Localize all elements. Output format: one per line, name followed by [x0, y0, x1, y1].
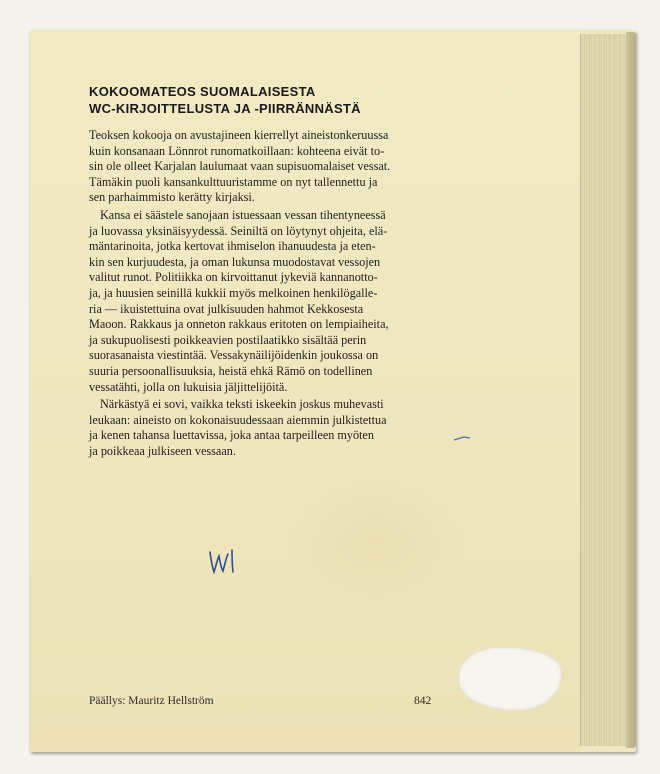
cover-heading [89, 83, 509, 117]
heading-line-2: WC-KIRJOITTELUSTA JA -PIIRRÄNNÄSTÄ [89, 101, 361, 116]
text-line: kin sen kurjuudesta, ja oman lukunsa muodostavat vessojen [89, 254, 381, 269]
text-line: mäntarinoita, jotka kertovat ihmiselon ihanuudesta ja eten- [89, 239, 376, 254]
book-spine [580, 34, 627, 746]
text-line: sin ole olleet Karjalan laulumaat vaan supisuomalaiset vessat. [89, 159, 391, 174]
paper-stain [286, 470, 466, 610]
text-line: valitut runot. Politiikka on kirvoittanut jykeviä kannanotto- [89, 270, 378, 285]
text-line: ja kenen tahansa luettavissa, joka antaa tarpeilleen myöten [89, 428, 374, 443]
torn-paper-patch [458, 647, 562, 711]
text-line: Tämäkin puoli kansankulttuuristamme on nyt tallennettu ja [89, 174, 378, 189]
page-edge [626, 32, 636, 748]
catalog-number: 842 [414, 695, 432, 707]
text-line: ja sukupuolisesti poikkeavien postilaatikko sisältää perin [89, 332, 367, 347]
text-line: Maoon. Rakkaus ja onneton rakkaus eritoten on lempiaiheita, [89, 317, 389, 332]
text-line: suorasanaista viestintää. Vessakynäilijöidenkin joukossa on [89, 348, 379, 363]
handwritten-scribble [206, 546, 240, 576]
text-line: suuria persoonallisuuksia, heistä ehkä Rämö on todellinen [89, 363, 373, 378]
paragraph-1 [89, 128, 446, 206]
paragraph-3 [89, 397, 446, 459]
text-line: Närkästyä ei sovi, vaikka teksti iskeekin joskus muhevasti [100, 397, 384, 412]
text-line: kuin konsanaan Lönnrot runomatkoillaan: kohteena eivät to- [89, 143, 385, 158]
text-line: Teoksen kokooja on avustajineen kierrellyt aineistonkeruussa [89, 128, 389, 142]
text-line: vessatähti, jolla on lukuisia jäljittelijöitä. [89, 379, 288, 394]
cover-credit: Päällys: Mauritz Hellström [89, 695, 214, 707]
blurb-text [89, 128, 446, 461]
heading-line-1: KOKOOMATEOS SUOMALAISESTA [89, 84, 316, 99]
text-line: ja poikkeaa julkiseen vessaan. [89, 443, 236, 458]
book-back-cover [30, 30, 636, 752]
paragraph-2 [89, 208, 446, 395]
pen-mark [452, 433, 472, 443]
text-line: ria — ikuistettuina ovat julkisuuden hahmot Kekkosesta [89, 301, 364, 316]
text-line: ja, ja huusien seinillä kukkii myös melkoinen henkilögalle- [89, 285, 378, 300]
cover-panel [30, 30, 580, 752]
text-line: ja luovassa yksinäisyydessä. Seiniltä on löytynyt ohjeita, elä- [89, 223, 388, 238]
text-line: Kansa ei säästele sanojaan istuessaan vessan tihentyneessä [100, 207, 386, 222]
text-line: sen parhaimmisto kerätty kirjaksi. [89, 190, 255, 205]
text-line: leukaan: aineisto on kokonaisuudessaan aiemmin julkistettua [89, 412, 387, 427]
